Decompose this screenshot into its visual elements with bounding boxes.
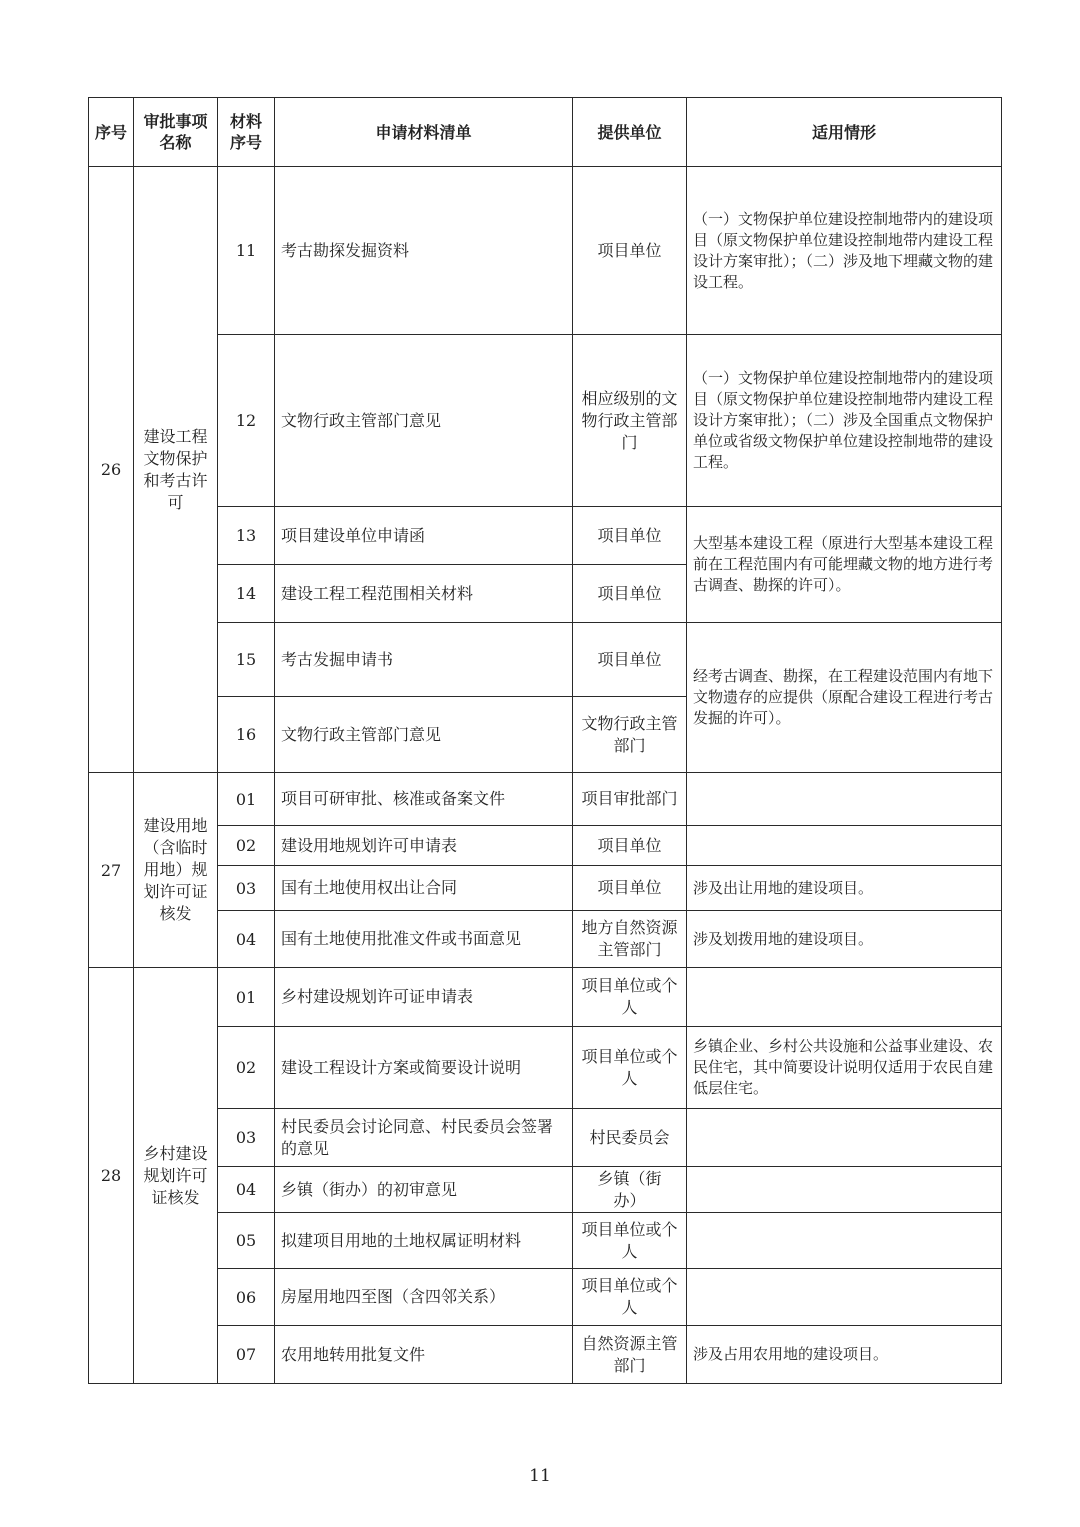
table-row [89,911,1002,968]
scenario-text [687,1213,1002,1269]
scenario-text [687,826,1002,866]
header-seq: 序号 [89,98,134,167]
material-number: 03 [218,1109,275,1167]
scenario-text: 乡镇企业、乡村公共设施和公益事业建设、农民住宅，其中简要设计说明仅适用于农民自建低层住宅。 [687,1027,1002,1109]
table-row [89,623,1002,697]
material-name: 建设用地规划许可申请表 [275,826,573,866]
table-row [89,1269,1002,1326]
table-row [89,1326,1002,1384]
table-row [89,773,1002,826]
provider-unit: 项目单位或个人 [573,1027,687,1109]
material-number: 14 [218,565,275,623]
scenario-text [687,968,1002,1027]
scenario-text [687,1269,1002,1326]
material-number: 12 [218,335,275,507]
scenario-text: 经考古调查、勘探，在工程建设范围内有地下文物遗存的应提供（原配合建设工程进行考古发掘的许可）。 [687,623,1002,773]
material-name: 国有土地使用批准文件或书面意见 [275,911,573,968]
material-number: 04 [218,911,275,968]
provider-unit: 项目单位 [573,826,687,866]
group-number: 26 [89,167,134,773]
material-name: 农用地转用批复文件 [275,1326,573,1384]
provider-unit: 项目单位 [573,623,687,697]
material-number: 01 [218,968,275,1027]
provider-unit: 文物行政主管部门 [573,697,687,773]
table-row [89,1213,1002,1269]
material-number: 11 [218,167,275,335]
provider-unit: 项目单位或个人 [573,1269,687,1326]
scenario-text: 大型基本建设工程（原进行大型基本建设工程前在工程范围内有可能埋藏文物的地方进行考古调查、勘探的许可）。 [687,507,1002,623]
material-number: 15 [218,623,275,697]
provider-unit: 项目单位或个人 [573,968,687,1027]
page-number: 11 [529,1466,551,1486]
material-name: 项目建设单位申请函 [275,507,573,565]
table-row [89,1167,1002,1213]
provider-unit: 乡镇（街办） [573,1167,687,1213]
material-name: 文物行政主管部门意见 [275,697,573,773]
scenario-text: 涉及划拨用地的建设项目。 [687,911,1002,968]
material-name: 拟建项目用地的土地权属证明材料 [275,1213,573,1269]
header-item-name: 审批事项名称 [134,98,218,167]
material-name: 考古勘探发掘资料 [275,167,573,335]
provider-unit: 地方自然资源主管部门 [573,911,687,968]
provider-unit: 村民委员会 [573,1109,687,1167]
material-number: 01 [218,773,275,826]
item-name: 建设用地（含临时用地）规划许可证核发 [134,773,218,968]
provider-unit: 项目单位 [573,565,687,623]
material-name: 村民委员会讨论同意、村民委员会签署的意见 [275,1109,573,1167]
material-name: 建设工程设计方案或简要设计说明 [275,1027,573,1109]
material-number: 06 [218,1269,275,1326]
scenario-text: （一）文物保护单位建设控制地带内的建设项目（原文物保护单位建设控制地带内建设工程设计方案审批）；（二）涉及地下埋藏文物的建设工程。 [687,167,1002,335]
group-number: 28 [89,968,134,1384]
table-row [89,335,1002,507]
material-number: 07 [218,1326,275,1384]
table-row [89,167,1002,335]
material-name: 建设工程工程范围相关材料 [275,565,573,623]
scenario-text: 涉及出让用地的建设项目。 [687,866,1002,911]
material-number: 04 [218,1167,275,1213]
provider-unit: 项目审批部门 [573,773,687,826]
table-row [89,968,1002,1027]
provider-unit: 项目单位 [573,167,687,335]
header-row [89,98,1002,167]
header-provider: 提供单位 [573,98,687,167]
header-material-list: 申请材料清单 [275,98,573,167]
provider-unit: 项目单位或个人 [573,1213,687,1269]
material-name: 国有土地使用权出让合同 [275,866,573,911]
provider-unit: 自然资源主管部门 [573,1326,687,1384]
header-scenario: 适用情形 [687,98,1002,167]
table-row [89,507,1002,565]
material-name: 考古发掘申请书 [275,623,573,697]
material-name: 乡村建设规划许可证申请表 [275,968,573,1027]
group-number: 27 [89,773,134,968]
provider-unit: 项目单位 [573,507,687,565]
material-number: 05 [218,1213,275,1269]
header-material-no: 材料序号 [218,98,275,167]
scenario-text: （一）文物保护单位建设控制地带内的建设项目（原文物保护单位建设控制地带内建设工程设计方案审批）；（二）涉及全国重点文物保护单位或省级文物保护单位建设控制地带的建设工程。 [687,335,1002,507]
material-name: 项目可研审批、核准或备案文件 [275,773,573,826]
table-row [89,866,1002,911]
material-number: 13 [218,507,275,565]
material-name: 文物行政主管部门意见 [275,335,573,507]
item-name: 建设工程文物保护和考古许可 [134,167,218,773]
material-name: 房屋用地四至图（含四邻关系） [275,1269,573,1326]
material-number: 02 [218,826,275,866]
materials-table [88,97,1002,1384]
item-name: 乡村建设规划许可证核发 [134,968,218,1384]
material-name: 乡镇（街办）的初审意见 [275,1167,573,1213]
table-row [89,826,1002,866]
provider-unit: 相应级别的文物行政主管部门 [573,335,687,507]
scenario-text [687,773,1002,826]
table-row [89,1109,1002,1167]
table-row [89,1027,1002,1109]
scenario-text [687,1109,1002,1167]
provider-unit: 项目单位 [573,866,687,911]
material-number: 03 [218,866,275,911]
material-number: 02 [218,1027,275,1109]
scenario-text: 涉及占用农用地的建设项目。 [687,1326,1002,1384]
material-number: 16 [218,697,275,773]
scenario-text [687,1167,1002,1213]
